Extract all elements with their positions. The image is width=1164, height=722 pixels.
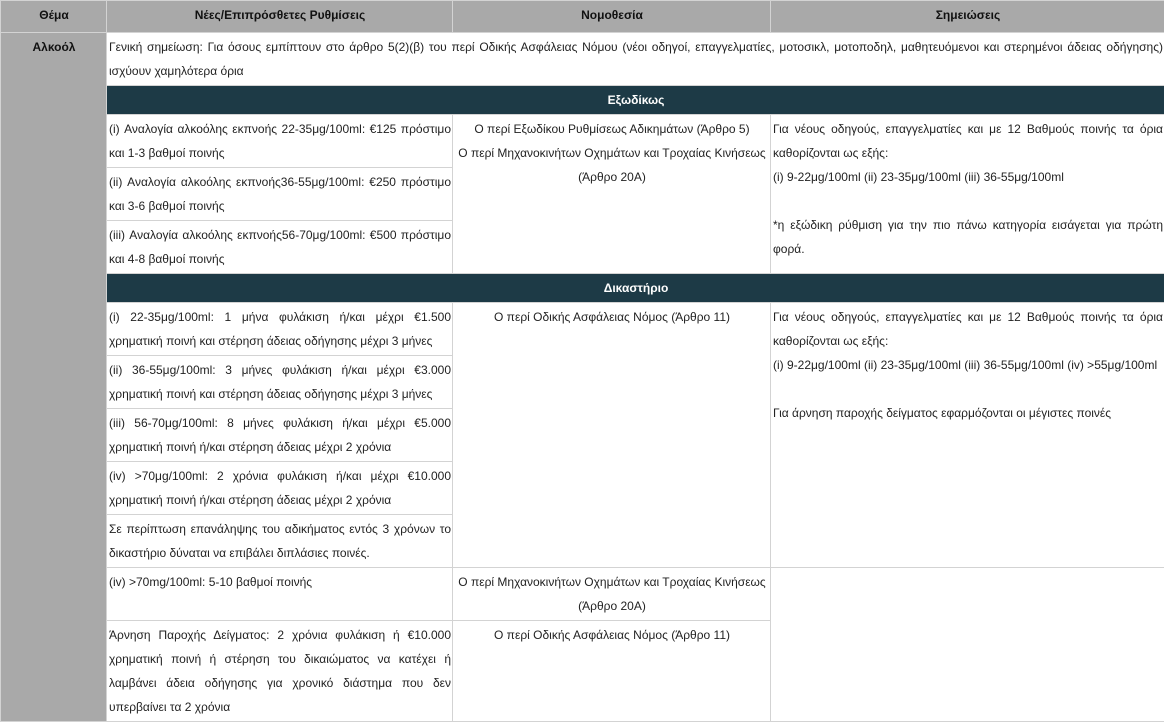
notes-line: *η εξώδικη ρύθμιση για την πιο πάνω κατηγορία εισάγεται για πρώτη φορά. bbox=[773, 218, 1163, 256]
extra-notes-empty bbox=[771, 568, 1164, 722]
notes-line: (i) 9-22μg/100ml (ii) 23-35μg/100ml (iii) 36-55μg/100ml bbox=[773, 170, 1064, 184]
notes-line: Για νέους οδηγούς, επαγγελματίες και με 12 Βαθμούς ποινής τα όρια καθορίζονται ως εξής: bbox=[773, 310, 1163, 348]
legislation-line: Ο περί Εξωδίκου Ρυθμίσεως Αδικημάτων (Άρθρο 5) bbox=[474, 122, 749, 136]
header-topic: Θέμα bbox=[1, 1, 107, 33]
out-of-court-setting: (iii) Αναλογία αλκοόλης εκπνοής56-70μg/100ml: €500 πρόστιμο και 4-8 βαθμοί ποινής bbox=[107, 221, 453, 274]
extra-setting: Άρνηση Παροχής Δείγματος: 2 χρόνια φυλάκιση ή €10.000 χρηματική ποινή ή στέρηση του δικαιώματος να κατέχει ή λαμβάνει άδεια οδήγησης για χρονικό διάστημα που δεν υπερβαίνει τα 2 χρόνια bbox=[107, 621, 453, 722]
court-notes bbox=[771, 303, 1164, 568]
header-legislation: Νομοθεσία bbox=[453, 1, 771, 33]
table-row bbox=[1, 568, 1164, 621]
table-row bbox=[1, 303, 1164, 356]
out-of-court-setting: (i) Αναλογία αλκοόλης εκπνοής 22-35μg/100ml: €125 πρόστιμο και 1-3 βαθμοί ποινής bbox=[107, 115, 453, 168]
section-row-out-of-court bbox=[1, 86, 1164, 115]
court-setting: (i) 22-35μg/100ml: 1 μήνα φυλάκιση ή/και μέχρι €1.500 χρηματική ποινή και στέρηση άδειας οδήγησης μέχρι 3 μήνες bbox=[107, 303, 453, 356]
notes-line: Για άρνηση παροχής δείγματος εφαρμόζονται οι μέγιστες ποινές bbox=[773, 406, 1111, 420]
section-title-out-of-court: Εξωδίκως bbox=[107, 86, 1164, 115]
out-of-court-legislation bbox=[453, 115, 771, 274]
court-setting: (ii) 36-55μg/100ml: 3 μήνες φυλάκιση ή/και μέχρι €3.000 χρηματική ποινή και στέρηση άδειας οδήγησης μέχρι 3 μήνες bbox=[107, 356, 453, 409]
court-setting: Σε περίπτωση επανάληψης του αδικήματος εντός 3 χρόνων το δικαστήριο δύναται να επιβάλει διπλάσιες ποινές. bbox=[107, 515, 453, 568]
notes-line: (i) 9-22μg/100ml (ii) 23-35μg/100ml (iii) 36-55μg/100ml (iv) >55μg/100ml bbox=[773, 358, 1157, 372]
section-row-court bbox=[1, 274, 1164, 303]
header-row bbox=[1, 1, 1164, 33]
table-row bbox=[1, 115, 1164, 168]
general-note: Γενική σημείωση: Για όσους εμπίπτουν στο άρθρο 5(2)(β) του περί Οδικής Ασφάλειας Νόμου (νέοι οδηγοί, επαγγελματίες, μοτοσικλ, μοτοποδηλ, μαθητευόμενοι και στερημένοι άδειας οδήγησης) ισχύουν χαμηλότερα όρια bbox=[107, 33, 1164, 86]
out-of-court-setting: (ii) Αναλογία αλκοόλης εκπνοής36-55μg/100ml: €250 πρόστιμο και 3-6 βαθμοί ποινής bbox=[107, 168, 453, 221]
header-settings: Νέες/Επιπρόσθετες Ρυθμίσεις bbox=[107, 1, 453, 33]
topic-cell: Αλκοόλ bbox=[1, 33, 107, 722]
out-of-court-notes bbox=[771, 115, 1164, 274]
court-setting: (iii) 56-70μg/100ml: 8 μήνες φυλάκιση ή/και μέχρι €5.000 χρηματική ποινή ή/και στέρηση άδειας μέχρι 2 χρόνια bbox=[107, 409, 453, 462]
extra-setting: (iv) >70mg/100ml: 5-10 βαθμοί ποινής bbox=[107, 568, 453, 621]
general-note-row bbox=[1, 33, 1164, 86]
header-notes: Σημειώσεις bbox=[771, 1, 1164, 33]
court-setting: (iv) >70μg/100ml: 2 χρόνια φυλάκιση ή/και μέχρι €10.000 χρηματική ποινή ή/και στέρηση άδειας μέχρι 2 χρόνια bbox=[107, 462, 453, 515]
section-title-court: Δικαστήριο bbox=[107, 274, 1164, 303]
notes-line: Για νέους οδηγούς, επαγγελματίες και με 12 Βαθμούς ποινής τα όρια καθορίζονται ως εξής: bbox=[773, 122, 1163, 160]
court-legislation: Ο περί Οδικής Ασφάλειας Νόμος (Άρθρο 11) bbox=[453, 303, 771, 568]
extra-legislation: Ο περί Οδικής Ασφάλειας Νόμος (Άρθρο 11) bbox=[453, 621, 771, 722]
legislation-line: Ο περί Μηχανοκινήτων Οχημάτων και Τροχαίας Κινήσεως (Άρθρο 20Α) bbox=[458, 146, 765, 184]
extra-legislation: Ο περί Μηχανοκινήτων Οχημάτων και Τροχαίας Κινήσεως (Άρθρο 20Α) bbox=[453, 568, 771, 621]
